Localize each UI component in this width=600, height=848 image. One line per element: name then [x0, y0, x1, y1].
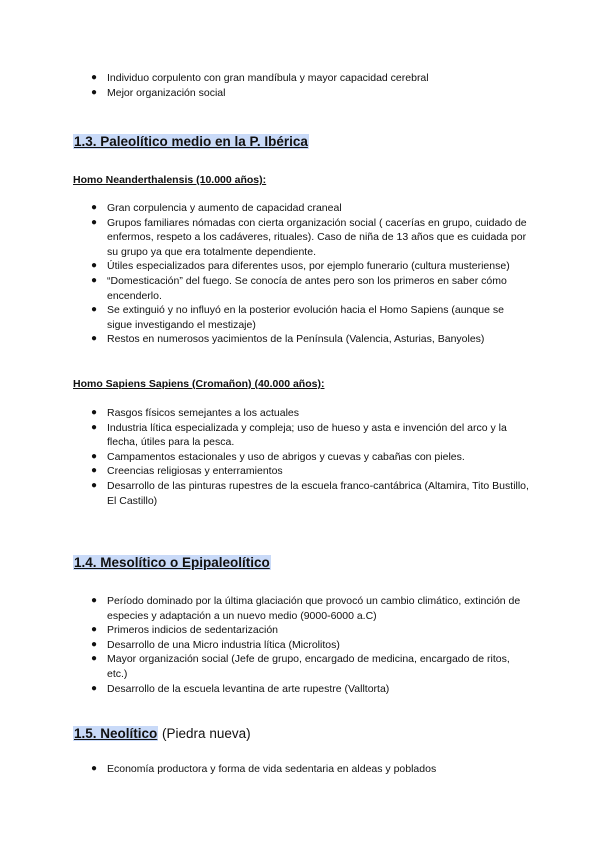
- list-item: ● Se extinguió y no influyó en la posterior evolución hacia el Homo Sapiens (aunque se sigue investigando el mestizaje): [91, 304, 504, 331]
- bullet-icon: ●: [91, 86, 98, 98]
- list-item: ● “Domesticación” del fuego. Se conocía de antes pero son los primeros en saber cómo encenderlo.: [91, 274, 507, 302]
- section-heading-1-4: 1.4. Mesolítico o Epipaleolítico: [74, 555, 270, 570]
- list-item: ● Grupos familiares nómadas con cierta organización social ( cacerías en grupo, cuidado de enfermos, respeto a los cadáveres, rituales). Caso de niña de 13 años que es cuidada por su grupo ya que era totalmente dependiente.: [91, 216, 527, 258]
- list-item: ● Restos en numerosos yacimientos de la Península (Valencia, Asturias, Banyoles): [91, 333, 485, 346]
- neanderthal-list: [91, 201, 531, 347]
- intro-list: [91, 71, 531, 100]
- bullet-icon: ●: [91, 465, 98, 477]
- bullet-icon: ●: [91, 624, 98, 636]
- bullet-icon: ●: [91, 72, 98, 83]
- bullet-icon: ●: [91, 763, 98, 774]
- bullet-icon: ●: [91, 595, 98, 606]
- list-item: ● Economía productora y forma de vida sedentaria en aldeas y poblados: [91, 763, 437, 775]
- list-item: ● Industria lítica especializada y compleja; uso de hueso y asta e invención del arco y la flecha, útiles para la pesca.: [91, 421, 507, 449]
- bullet-icon: ●: [91, 638, 98, 650]
- section-subtitle: (Piedra nueva): [162, 726, 251, 741]
- mesolithic-list: [91, 594, 531, 696]
- list-item: ● Campamentos estacionales y uso de abrigos y cuevas y cabañas con pieles.: [91, 450, 465, 463]
- bullet-icon: ●: [91, 333, 98, 345]
- list-item: ● Primeros indicios de sedentarización: [91, 624, 278, 637]
- bullet-icon: ●: [91, 260, 98, 272]
- subheading-neanderthalensis: Homo Neanderthalensis (10.000 años):: [73, 174, 267, 186]
- bullet-icon: ●: [91, 202, 98, 213]
- bullet-icon: ●: [91, 421, 98, 433]
- list-item: ● Gran corpulencia y aumento de capacidad craneal: [91, 202, 342, 214]
- list-item: ● Desarrollo de la escuela levantina de arte rupestre (Valltorta): [91, 682, 390, 695]
- bullet-icon: ●: [91, 450, 98, 462]
- list-item: ● Útiles especializados para diferentes usos, por ejemplo funerario (cultura musteriense): [91, 260, 510, 273]
- list-item: ● Mayor organización social (Jefe de grupo, encargado de medicina, encargado de ritos, etc.): [91, 653, 510, 680]
- bullet-icon: ●: [91, 304, 98, 316]
- section-heading-1-3: 1.3. Paleolítico medio en la P. Ibérica: [74, 134, 308, 149]
- bullet-icon: ●: [91, 407, 98, 418]
- bullet-icon: ●: [91, 274, 98, 286]
- bullet-icon: ●: [91, 653, 98, 665]
- section-heading-1-5: 1.5. Neolítico (Piedra nueva): [74, 726, 251, 741]
- list-item: ● Rasgos físicos semejantes a los actuales: [91, 407, 300, 419]
- list-item: ● Individuo corpulento con gran mandíbula y mayor capacidad cerebral: [91, 72, 429, 84]
- list-item: ● Mejor organización social: [91, 86, 226, 99]
- list-item: ● Período dominado por la última glaciación que provocó un cambio climático, extinción de especies y adaptación a un nuevo medio (9000-6000 a.C): [91, 595, 521, 622]
- neolithic-list: [91, 762, 531, 777]
- subheading-sapiens: Homo Sapiens Sapiens (Cromañon) (40.000 años):: [73, 378, 325, 390]
- list-item: ● Desarrollo de una Micro industria lítica (Microlitos): [91, 638, 340, 651]
- bullet-icon: ●: [91, 216, 98, 228]
- sapiens-list: [91, 406, 531, 508]
- bullet-icon: ●: [91, 479, 98, 491]
- list-item: ● Creencias religiosas y enterramientos: [91, 465, 283, 478]
- bullet-icon: ●: [91, 682, 98, 694]
- list-item: ● Desarrollo de las pinturas rupestres de la escuela franco-cantábrica (Altamira, Tito Bustillo, El Castillo): [91, 479, 529, 507]
